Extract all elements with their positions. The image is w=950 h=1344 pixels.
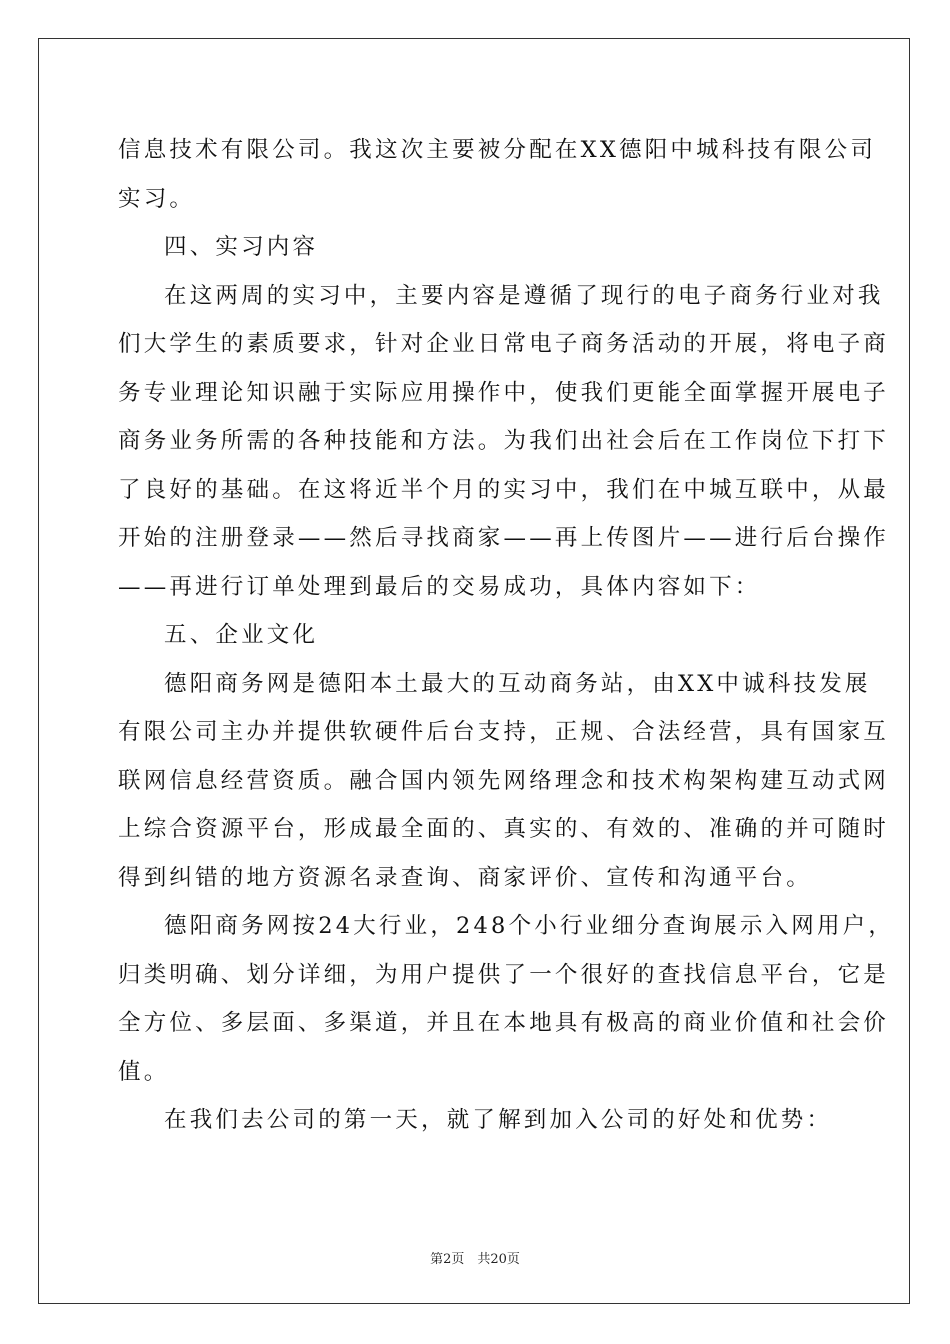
document-body	[118, 128, 895, 1147]
text-line-19: 全方位、多层面、多渠道，并且在本地具有极高的商业价值和社会价	[118, 1010, 890, 1036]
text-line-21: 在我们去公司的第一天，就了解到加入公司的好处和优势：	[164, 1107, 833, 1133]
text-line-18: 归类明确、划分详细，为用户提供了一个很好的查找信息平台，它是	[118, 961, 890, 988]
section-heading-corporate-culture: 五、企业文化	[164, 622, 319, 648]
text-line-7: 商务业务所需的各种技能和方法。为我们出社会后在工作岗位下打下	[118, 428, 890, 454]
text-line-2: 实习。	[118, 185, 196, 212]
text-line-15: 上综合资源平台，形成最全面的、真实的、有效的、准确的并可随时	[118, 816, 890, 842]
text-line-12: 德阳商务网是德阳本土最大的互动商务站，由XX中诚科技发展	[164, 670, 871, 697]
text-line-8: 了良好的基础。在这将近半个月的实习中，我们在中城互联中，从最	[118, 476, 890, 503]
text-line-1: 信息技术有限公司。我这次主要被分配在XX德阳中城科技有限公司	[118, 137, 877, 163]
text-line-9: 开始的注册登录——然后寻找商家——再上传图片——进行后台操作	[118, 525, 890, 551]
text-line-10: ——再进行订单处理到最后的交易成功，具体内容如下：	[118, 573, 761, 600]
text-line-13: 有限公司主办并提供软硬件后台支持，正规、合法经营，具有国家互	[118, 719, 890, 745]
text-line-5: 们大学生的素质要求，针对企业日常电子商务活动的开展，将电子商	[118, 331, 890, 357]
text-line-17: 德阳商务网按24大行业，248个小行业细分查询展示入网用户，	[164, 913, 895, 939]
page-number-footer: 第2页 共20页	[430, 1252, 520, 1267]
text-line-16: 得到纠错的地方资源名录查询、商家评价、宣传和沟通平台。	[118, 864, 812, 891]
section-heading-internship-content: 四、实习内容	[164, 234, 319, 260]
text-line-20: 值。	[118, 1058, 170, 1085]
text-line-4: 在这两周的实习中，主要内容是遵循了现行的电子商务行业对我	[164, 282, 884, 309]
text-line-6: 务专业理论知识融于实际应用操作中，使我们更能全面掌握开展电子	[118, 379, 890, 406]
text-line-14: 联网信息经营资质。融合国内领先网络理念和技术构架构建互动式网	[118, 767, 890, 794]
